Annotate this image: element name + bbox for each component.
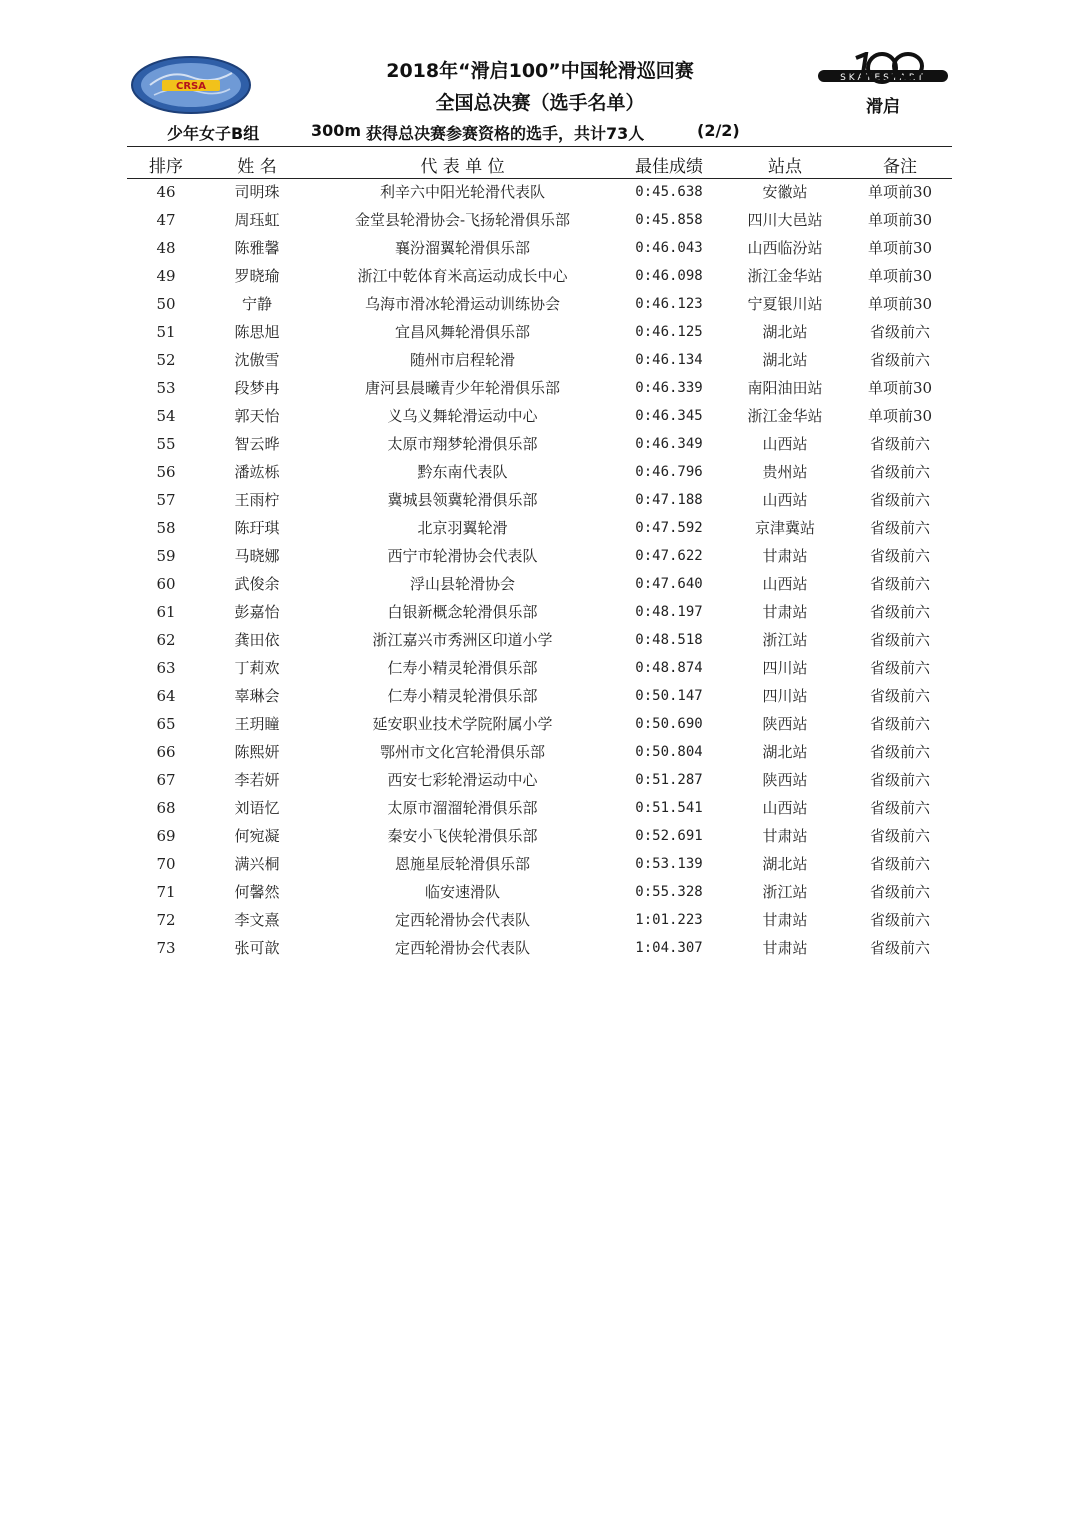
best-time-cell: 0:47.640 — [635, 576, 703, 592]
rank-cell: 47 — [156, 211, 176, 229]
station-cell: 浙江站 — [762, 883, 808, 901]
association-logo-text: CRSA — [176, 81, 206, 92]
station-cell: 南阳油田站 — [747, 379, 823, 397]
rank-cell: 58 — [156, 519, 176, 537]
skatestart-logo — [816, 52, 950, 118]
table-row — [0, 458, 1080, 486]
best-time-cell: 1:04.307 — [635, 940, 703, 956]
best-time-cell: 0:46.043 — [635, 240, 703, 256]
note-cell: 单项前30 — [867, 379, 933, 397]
note-cell: 省级前六 — [869, 547, 930, 565]
best-time-cell: 0:46.339 — [635, 380, 703, 396]
team-cell: 仁寿小精灵轮滑俱乐部 — [387, 659, 538, 677]
table-row — [0, 542, 1080, 570]
rank-cell: 66 — [156, 743, 176, 761]
station-cell: 湖北站 — [762, 855, 808, 873]
name-cell: 潘竑栎 — [234, 463, 280, 481]
best-time-cell: 1:01.223 — [635, 912, 703, 928]
best-time-cell: 0:51.287 — [635, 772, 703, 788]
team-cell: 北京羽翼轮滑 — [417, 519, 508, 537]
rank-cell: 63 — [156, 659, 176, 677]
rank-cell: 59 — [156, 547, 176, 565]
rank-cell: 70 — [156, 855, 176, 873]
note-cell: 单项前30 — [867, 295, 933, 313]
team-cell: 仁寿小精灵轮滑俱乐部 — [387, 687, 538, 705]
name-cell: 王玥瞳 — [234, 715, 280, 733]
rank-cell: 48 — [156, 239, 176, 257]
group-label: 少年女子B组 — [167, 124, 260, 143]
station-cell: 山西站 — [762, 799, 808, 817]
best-time-cell: 0:53.139 — [635, 856, 703, 872]
best-time-cell: 0:46.123 — [635, 296, 703, 312]
best-time-cell: 0:46.796 — [635, 464, 703, 480]
table-row — [0, 374, 1080, 402]
team-cell: 冀城县领冀轮滑俱乐部 — [387, 491, 538, 509]
note-cell: 单项前30 — [867, 211, 933, 229]
best-time-cell: 0:50.690 — [635, 716, 703, 732]
name-cell: 李若妍 — [234, 771, 280, 789]
best-time-cell: 0:51.541 — [635, 800, 703, 816]
note-cell: 省级前六 — [869, 603, 930, 621]
document-title: 2018年“滑启100”中国轮滑巡回赛 — [386, 60, 694, 82]
table-row — [0, 290, 1080, 318]
column-header-best-time: 最佳成绩 — [635, 157, 703, 177]
note-cell: 省级前六 — [869, 463, 930, 481]
association-logo — [130, 55, 252, 115]
name-cell: 丁莉欢 — [234, 659, 280, 677]
rank-cell: 52 — [156, 351, 176, 369]
best-time-cell: 0:48.874 — [635, 660, 703, 676]
column-header-station: 站点 — [768, 157, 802, 177]
name-cell: 陈思旭 — [234, 323, 280, 341]
station-cell: 湖北站 — [762, 743, 808, 761]
table-row — [0, 710, 1080, 738]
name-cell: 陈熙妍 — [234, 743, 280, 761]
rank-cell: 60 — [156, 575, 176, 593]
best-time-cell: 0:52.691 — [635, 828, 703, 844]
station-cell: 山西站 — [762, 435, 808, 453]
best-time-cell: 0:46.349 — [635, 436, 703, 452]
station-cell: 四川大邑站 — [747, 211, 823, 229]
station-cell: 贵州站 — [762, 463, 808, 481]
team-cell: 浮山县轮滑协会 — [409, 575, 515, 593]
header-top-rule — [127, 146, 952, 147]
qualification-text: 获得总决赛参赛资格的选手，共计73人 — [366, 124, 645, 143]
rank-cell: 49 — [156, 267, 176, 285]
station-cell: 山西站 — [762, 575, 808, 593]
note-cell: 单项前30 — [867, 267, 933, 285]
name-cell: 满兴桐 — [234, 855, 280, 873]
document-subtitle: 全国总决赛（选手名单） — [435, 92, 645, 114]
column-header-rank: 排序 — [149, 157, 183, 177]
team-cell: 太原市溜溜轮滑俱乐部 — [387, 799, 538, 817]
column-header-name: 姓 名 — [237, 157, 277, 177]
distance-label: 300m — [311, 121, 362, 140]
note-cell: 单项前30 — [867, 407, 933, 425]
note-cell: 省级前六 — [869, 575, 930, 593]
name-cell: 陈雅馨 — [234, 239, 280, 257]
station-cell: 湖北站 — [762, 323, 808, 341]
name-cell: 罗晓瑜 — [234, 267, 280, 285]
table-row — [0, 430, 1080, 458]
table-row — [0, 822, 1080, 850]
team-cell: 乌海市滑冰轮滑运动训练协会 — [364, 295, 560, 313]
table-row — [0, 178, 1080, 206]
team-cell: 延安职业技术学院附属小学 — [372, 715, 553, 733]
station-cell: 甘肃站 — [762, 911, 808, 929]
note-cell: 省级前六 — [869, 323, 930, 341]
rank-cell: 69 — [156, 827, 176, 845]
table-row — [0, 206, 1080, 234]
name-cell: 何宛凝 — [234, 827, 280, 845]
station-cell: 甘肃站 — [762, 939, 808, 957]
table-row — [0, 850, 1080, 878]
best-time-cell: 0:47.592 — [635, 520, 703, 536]
table-row — [0, 486, 1080, 514]
name-cell: 张可歆 — [234, 939, 280, 957]
station-cell: 京津冀站 — [754, 519, 815, 537]
table-row — [0, 794, 1080, 822]
rank-cell: 54 — [156, 407, 176, 425]
best-time-cell: 0:46.098 — [635, 268, 703, 284]
table-row — [0, 234, 1080, 262]
station-cell: 浙江站 — [762, 631, 808, 649]
best-time-cell: 0:47.188 — [635, 492, 703, 508]
rank-cell: 65 — [156, 715, 176, 733]
name-cell: 何馨然 — [234, 883, 280, 901]
note-cell: 省级前六 — [869, 491, 930, 509]
name-cell: 龚田依 — [234, 631, 280, 649]
rank-cell: 67 — [156, 771, 176, 789]
table-row — [0, 570, 1080, 598]
team-cell: 临安速滑队 — [424, 883, 500, 901]
table-row — [0, 878, 1080, 906]
table-row — [0, 318, 1080, 346]
best-time-cell: 0:47.622 — [635, 548, 703, 564]
column-header-note: 备注 — [883, 157, 917, 177]
rank-cell: 64 — [156, 687, 176, 705]
table-row — [0, 654, 1080, 682]
best-time-cell: 0:45.858 — [635, 212, 703, 228]
best-time-cell: 0:46.125 — [635, 324, 703, 340]
note-cell: 省级前六 — [869, 799, 930, 817]
rank-cell: 51 — [156, 323, 176, 341]
column-header-team: 代 表 单 位 — [420, 157, 505, 177]
name-cell: 沈傲雪 — [234, 351, 280, 369]
team-cell: 义乌义舞轮滑运动中心 — [387, 407, 538, 425]
station-cell: 四川站 — [762, 659, 808, 677]
team-cell: 利辛六中阳光轮滑代表队 — [379, 183, 545, 201]
table-row — [0, 262, 1080, 290]
rank-cell: 56 — [156, 463, 176, 481]
team-cell: 恩施星辰轮滑俱乐部 — [394, 855, 530, 873]
note-cell: 省级前六 — [869, 351, 930, 369]
station-cell: 山西临汾站 — [747, 239, 823, 257]
station-cell: 山西站 — [762, 491, 808, 509]
name-cell: 司明珠 — [234, 183, 280, 201]
best-time-cell: 0:50.147 — [635, 688, 703, 704]
station-cell: 甘肃站 — [762, 603, 808, 621]
note-cell: 省级前六 — [869, 687, 930, 705]
table-row — [0, 934, 1080, 962]
note-cell: 省级前六 — [869, 883, 930, 901]
team-cell: 襄汾溜翼轮滑俱乐部 — [394, 239, 530, 257]
best-time-cell: 0:48.197 — [635, 604, 703, 620]
name-cell: 马晓娜 — [234, 547, 280, 565]
team-cell: 浙江中乾体育米高运动成长中心 — [357, 267, 568, 285]
table-row — [0, 682, 1080, 710]
station-cell: 湖北站 — [762, 351, 808, 369]
station-cell: 浙江金华站 — [747, 267, 823, 285]
table-row — [0, 738, 1080, 766]
team-cell: 西安七彩轮滑运动中心 — [387, 771, 538, 789]
team-cell: 定西轮滑协会代表队 — [394, 911, 530, 929]
name-cell: 宁静 — [241, 295, 272, 313]
team-cell: 白银新概念轮滑俱乐部 — [387, 603, 538, 621]
rank-cell: 71 — [156, 883, 176, 901]
table-row — [0, 598, 1080, 626]
rank-cell: 61 — [156, 603, 176, 621]
note-cell: 单项前30 — [867, 183, 933, 201]
rank-cell: 46 — [156, 183, 176, 201]
team-cell: 秦安小飞侠轮滑俱乐部 — [387, 827, 538, 845]
note-cell: 省级前六 — [869, 939, 930, 957]
station-cell: 浙江金华站 — [747, 407, 823, 425]
station-cell: 陕西站 — [762, 771, 808, 789]
name-cell: 李文熹 — [234, 911, 280, 929]
best-time-cell: 0:46.134 — [635, 352, 703, 368]
note-cell: 单项前30 — [867, 239, 933, 257]
station-cell: 四川站 — [762, 687, 808, 705]
note-cell: 省级前六 — [869, 855, 930, 873]
station-cell: 宁夏银川站 — [747, 295, 823, 313]
team-cell: 随州市启程轮滑 — [409, 351, 515, 369]
name-cell: 郭天怡 — [234, 407, 280, 425]
team-cell: 鄂州市文化宫轮滑俱乐部 — [379, 743, 545, 761]
team-cell: 宜昌风舞轮滑俱乐部 — [394, 323, 530, 341]
note-cell: 省级前六 — [869, 911, 930, 929]
note-cell: 省级前六 — [869, 631, 930, 649]
rank-cell: 73 — [156, 939, 176, 957]
team-cell: 黔东南代表队 — [417, 463, 508, 481]
station-cell: 安徽站 — [762, 183, 808, 201]
rank-cell: 53 — [156, 379, 176, 397]
team-cell: 金堂县轮滑协会-飞扬轮滑俱乐部 — [354, 211, 571, 229]
best-time-cell: 0:50.804 — [635, 744, 703, 760]
table-row — [0, 514, 1080, 542]
team-cell: 唐河县晨曦青少年轮滑俱乐部 — [364, 379, 560, 397]
rank-cell: 62 — [156, 631, 176, 649]
name-cell: 段梦冉 — [234, 379, 280, 397]
team-cell: 浙江嘉兴市秀洲区印道小学 — [372, 631, 553, 649]
best-time-cell: 0:45.638 — [635, 184, 703, 200]
station-cell: 陕西站 — [762, 715, 808, 733]
note-cell: 省级前六 — [869, 827, 930, 845]
note-cell: 省级前六 — [869, 435, 930, 453]
name-cell: 智云晔 — [234, 435, 280, 453]
team-cell: 西宁市轮滑协会代表队 — [387, 547, 538, 565]
skatestart-logo-chinese: 滑启 — [866, 97, 900, 117]
station-cell: 甘肃站 — [762, 547, 808, 565]
table-row — [0, 346, 1080, 374]
station-cell: 甘肃站 — [762, 827, 808, 845]
table-row — [0, 402, 1080, 430]
rank-cell: 55 — [156, 435, 176, 453]
rank-cell: 68 — [156, 799, 176, 817]
note-cell: 省级前六 — [869, 771, 930, 789]
note-cell: 省级前六 — [869, 659, 930, 677]
rank-cell: 72 — [156, 911, 176, 929]
table-row — [0, 766, 1080, 794]
name-cell: 彭嘉怡 — [234, 603, 280, 621]
name-cell: 辜琳会 — [234, 687, 280, 705]
name-cell: 陈玗琪 — [234, 519, 280, 537]
table-row — [0, 626, 1080, 654]
skatestart-logo-brand: SKATESTART — [840, 73, 926, 83]
page-indicator: (2/2) — [697, 121, 740, 140]
table-row — [0, 906, 1080, 934]
team-cell: 定西轮滑协会代表队 — [394, 939, 530, 957]
best-time-cell: 0:46.345 — [635, 408, 703, 424]
best-time-cell: 0:48.518 — [635, 632, 703, 648]
name-cell: 周珏虹 — [234, 211, 280, 229]
team-cell: 太原市翔梦轮滑俱乐部 — [387, 435, 538, 453]
note-cell: 省级前六 — [869, 743, 930, 761]
name-cell: 王雨柠 — [234, 491, 280, 509]
note-cell: 省级前六 — [869, 519, 930, 537]
name-cell: 武俊余 — [234, 575, 280, 593]
rank-cell: 50 — [156, 295, 176, 313]
name-cell: 刘语忆 — [234, 799, 280, 817]
rank-cell: 57 — [156, 491, 176, 509]
best-time-cell: 0:55.328 — [635, 884, 703, 900]
note-cell: 省级前六 — [869, 715, 930, 733]
